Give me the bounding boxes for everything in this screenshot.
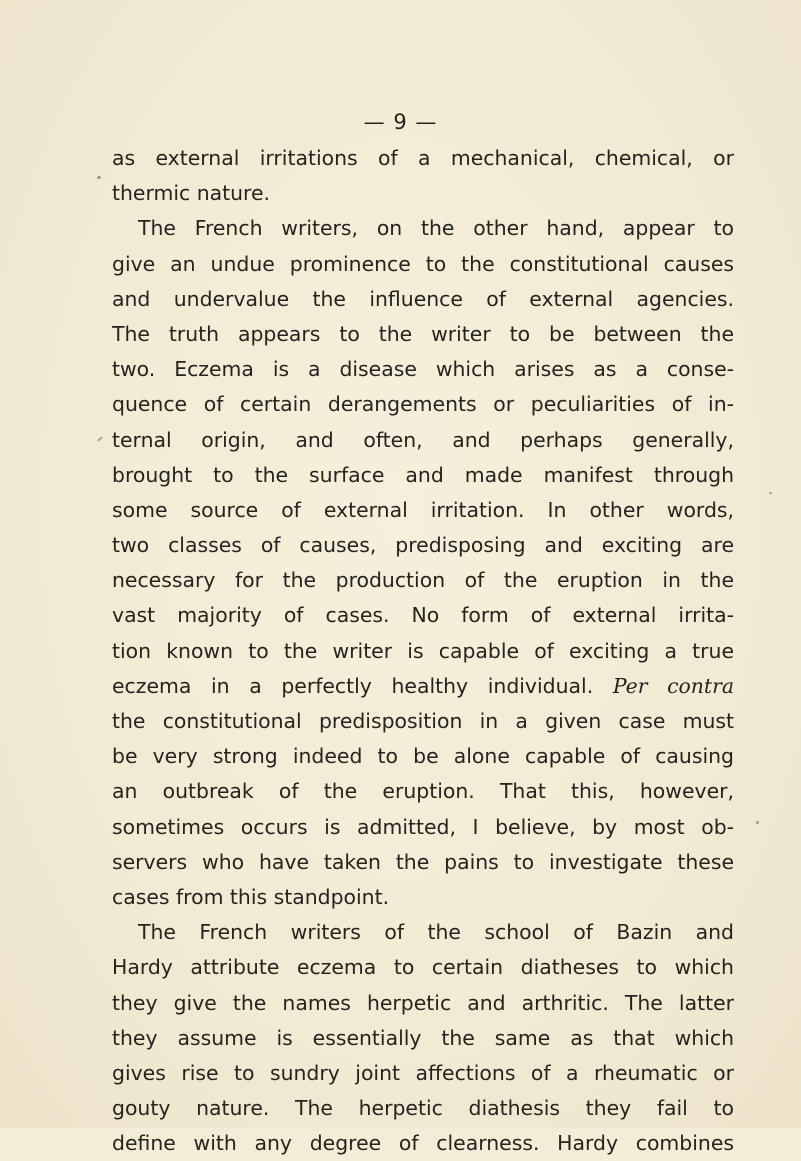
- text-line-content: two classes of causes, predisposing and exciting are: [112, 533, 734, 558]
- text-line: [112, 247, 734, 282]
- text-line: [112, 176, 734, 211]
- text-line: [112, 845, 734, 880]
- text-line-content: Hardy attribute eczema to certain diatheses to which: [112, 955, 734, 980]
- text-line: [112, 1126, 734, 1161]
- text-line: [112, 880, 734, 915]
- text-line-content: tion known to the writer is capable of exciting a true: [112, 638, 734, 663]
- text-line-content: vast majority of cases. No form of external irrita-: [112, 603, 734, 628]
- text-line: [112, 423, 734, 458]
- text-line: [112, 1091, 734, 1126]
- text-line: [112, 1056, 734, 1091]
- text-line-content: eczema in a perfectly healthy individual.: [112, 673, 594, 698]
- text-line: [112, 387, 734, 422]
- text-line-content: they give the names herpetic and arthritic. The latter: [112, 990, 734, 1015]
- text-line: [112, 458, 734, 493]
- text-line-content: ternal origin, and often, and perhaps generally,: [112, 427, 734, 452]
- text-line: [112, 915, 734, 950]
- text-line: [112, 634, 734, 669]
- text-line: [112, 528, 734, 563]
- text-line: [112, 986, 734, 1021]
- text-line: [112, 704, 734, 739]
- text-line: [112, 282, 734, 317]
- text-line: [112, 739, 734, 774]
- text-line: [112, 211, 734, 246]
- text-line: [112, 669, 734, 704]
- text-line: [112, 950, 734, 985]
- text-line: [112, 352, 734, 387]
- text-line-content: two. Eczema is a disease which arises as a conse-: [112, 357, 734, 382]
- text-line-content: sometimes occurs is admitted, I believe, by most ob-: [112, 814, 734, 839]
- text-line-content: The French writers, on the other hand, appear to: [138, 216, 734, 241]
- italic-phrase: Per contra: [612, 673, 735, 698]
- text-line-content: quence of certain derangements or peculiarities of in-: [112, 392, 734, 417]
- text-line-content: cases from this standpoint.: [112, 884, 390, 909]
- text-line: [112, 141, 734, 176]
- text-line-content: gives rise to sundry joint affections of a rheumatic or: [112, 1060, 734, 1085]
- text-line-content: the constitutional predisposition in a given case must: [112, 709, 734, 733]
- page-number: — 9 —: [363, 110, 438, 134]
- text-line-content: an outbreak of the eruption. That this, however,: [112, 779, 734, 804]
- text-line-content: some source of external irritation. In other words,: [112, 497, 734, 522]
- text-line-content: give an undue prominence to the constitutional causes: [112, 251, 734, 276]
- text-line-content: they assume is essentially the same as that which: [112, 1025, 734, 1050]
- paper-speck: [97, 176, 101, 179]
- text-line: [112, 563, 734, 598]
- text-line: [112, 774, 734, 809]
- text-line-content: The truth appears to the writer to be between the: [112, 321, 734, 346]
- text-line-content: as external irritations of a mechanical, chemical, or: [112, 146, 734, 170]
- paper-speck: [756, 821, 759, 824]
- text-line-content: servers who have taken the pains to investigate these: [112, 849, 734, 874]
- text-line-content: be very strong indeed to be alone capable of causing: [112, 744, 734, 769]
- paper-speck: [97, 436, 103, 441]
- text-line: [112, 810, 734, 845]
- text-line-content: The French writers of the school of Bazin and: [138, 920, 734, 945]
- text-line-content: brought to the surface and made manifest through: [112, 462, 734, 487]
- text-line: [112, 1021, 734, 1056]
- text-line: [112, 493, 734, 528]
- paper-speck: [769, 492, 772, 494]
- text-line: [112, 317, 734, 352]
- text-line-content: and undervalue the influence of external agencies.: [112, 286, 734, 311]
- text-line-content: define with any degree of clearness. Hardy combines: [112, 1131, 734, 1156]
- text-line: [112, 598, 734, 633]
- text-line-content: necessary for the production of the eruption in the: [112, 568, 734, 593]
- body-text: [112, 141, 734, 1161]
- text-line-content: gouty nature. The herpetic diathesis they fail to: [112, 1096, 734, 1121]
- text-line-content: thermic nature.: [112, 181, 271, 206]
